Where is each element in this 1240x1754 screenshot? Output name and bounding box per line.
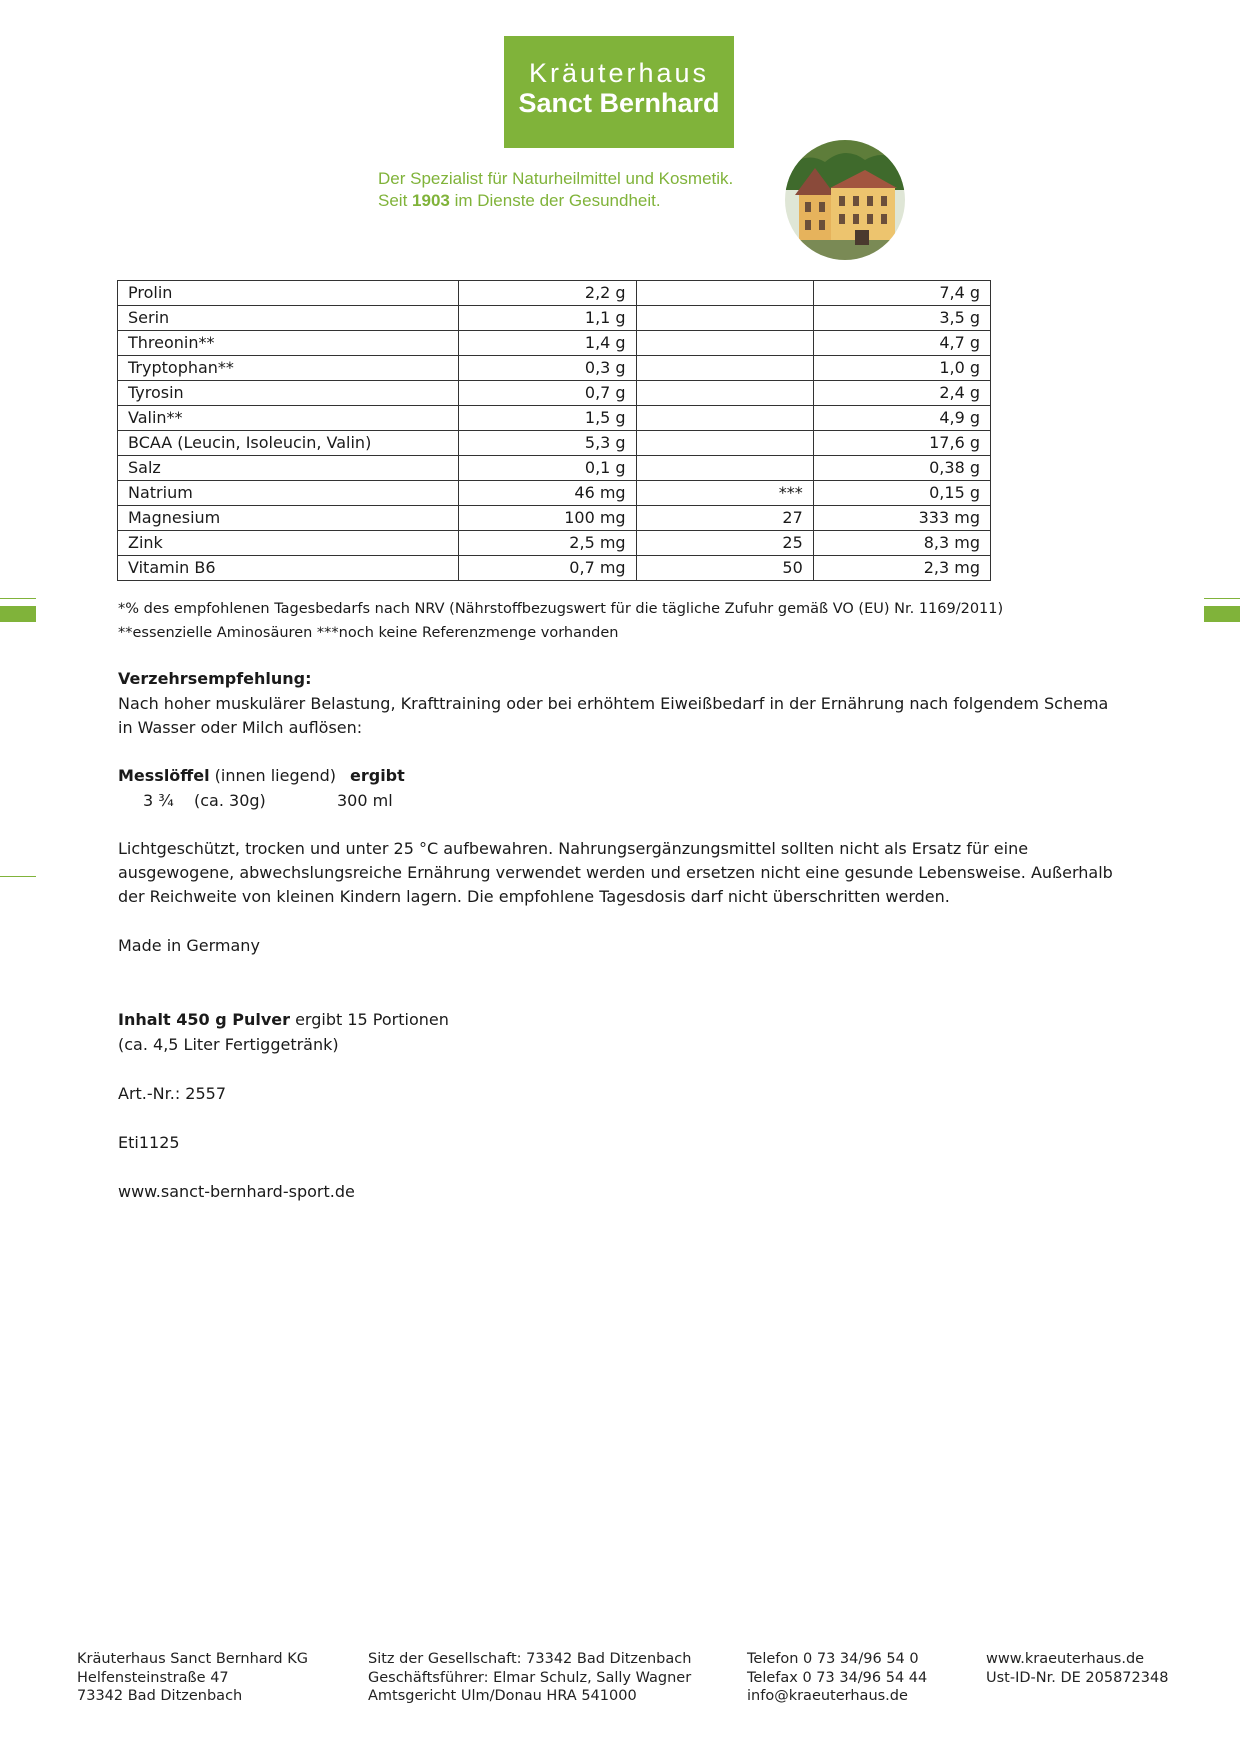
cell-total: 0,15 g: [813, 481, 990, 506]
table-row: [118, 481, 991, 506]
cell-nrv: [636, 431, 813, 456]
footer-contact: [747, 1650, 927, 1706]
dosage-grams: (ca. 30g): [194, 791, 266, 810]
cell-name: Vitamin B6: [118, 556, 459, 581]
table-row: [118, 556, 991, 581]
made-in: Made in Germany: [118, 936, 260, 955]
dosage-header: [118, 764, 336, 788]
cell-nrv: [636, 356, 813, 381]
hole-mark-left: [0, 606, 36, 622]
footer-web: [986, 1650, 1168, 1687]
footer-company-name: Kräuterhaus Sanct Bernhard KG: [77, 1651, 308, 1667]
tagline: [378, 168, 733, 212]
recommendation-heading: Verzehrsempfehlung:: [118, 669, 312, 688]
recommendation-line-1: Nach hoher muskulärer Belastung, Krafttraining oder bei erhöhtem Eiweißbedarf in der Ernährung nach folgendem Schema: [118, 694, 1109, 713]
cell-nrv: 27: [636, 506, 813, 531]
cell-nrv: 50: [636, 556, 813, 581]
cell-nrv: 25: [636, 531, 813, 556]
dosage-col1-rest: (innen liegend): [209, 766, 336, 785]
footer-court: Amtsgericht Ulm/Donau HRA 541000: [368, 1688, 637, 1704]
storage-line-3: der Reichweite von kleinen Kindern lagern. Die empfohlene Tagesdosis darf nicht überschritten werden.: [118, 887, 950, 906]
cell-total: 7,4 g: [813, 281, 990, 306]
cell-portion: 2,2 g: [459, 281, 636, 306]
cell-name: Natrium: [118, 481, 459, 506]
cell-total: 0,38 g: [813, 456, 990, 481]
cell-name: Magnesium: [118, 506, 459, 531]
cell-portion: 46 mg: [459, 481, 636, 506]
cell-total: 4,7 g: [813, 331, 990, 356]
building-photo: [785, 140, 905, 260]
dosage-volume: 300 ml: [337, 791, 393, 810]
cell-total: 2,3 mg: [813, 556, 990, 581]
footer-managers: Geschäftsführer: Elmar Schulz, Sally Wagner: [368, 1669, 692, 1686]
footer-fax: Telefax 0 73 34/96 54 44: [747, 1669, 928, 1686]
storage-line-1: Lichtgeschützt, trocken und unter 25 °C aufbewahren. Nahrungsergänzungsmittel sollten nicht als Ersatz für eine: [118, 839, 1029, 858]
footer-city: 73342 Bad Ditzenbach: [77, 1688, 243, 1704]
cell-name: BCAA (Leucin, Isoleucin, Valin): [118, 431, 459, 456]
table-row: [118, 431, 991, 456]
cell-name: Tyrosin: [118, 381, 459, 406]
cell-total: 17,6 g: [813, 431, 990, 456]
recommendation-line-2: in Wasser oder Milch auflösen:: [118, 718, 363, 737]
cell-name: Threonin**: [118, 331, 459, 356]
website-link[interactable]: www.sanct-bernhard-sport.de: [118, 1182, 355, 1201]
footnote-nrv: *% des empfohlenen Tagesbedarfs nach NRV (Nährstoffbezugswert für die tägliche Zufuhr gemäß VO (EU) Nr. 1169/2011): [118, 601, 1004, 617]
cell-nrv: [636, 331, 813, 356]
tagline-pre: Seit: [378, 191, 413, 210]
table-row: [118, 531, 991, 556]
cell-nrv: ***: [636, 481, 813, 506]
content-line-1: [118, 1008, 449, 1032]
table-row: [118, 381, 991, 406]
table-row: [118, 506, 991, 531]
content-bold: Inhalt 450 g Pulver: [118, 1010, 290, 1029]
article-number: Art.-Nr.: 2557: [118, 1084, 227, 1103]
table-row: [118, 356, 991, 381]
cell-portion: 2,5 mg: [459, 531, 636, 556]
tagline-line-2: [378, 190, 733, 212]
cell-total: 2,4 g: [813, 381, 990, 406]
cell-portion: 0,7 mg: [459, 556, 636, 581]
company-logo: [504, 36, 734, 148]
content-rest: ergibt 15 Portionen: [290, 1010, 449, 1029]
footnote-amino: **essenzielle Aminosäuren ***noch keine Referenzmenge vorhanden: [118, 625, 619, 641]
cell-total: 8,3 mg: [813, 531, 990, 556]
cell-portion: 0,7 g: [459, 381, 636, 406]
cell-name: Salz: [118, 456, 459, 481]
footer-street: Helfensteinstraße 47: [77, 1669, 229, 1686]
dosage-amount: 3 ¾: [143, 791, 174, 810]
cell-portion: 100 mg: [459, 506, 636, 531]
tagline-post: im Dienste der Gesundheit.: [449, 191, 661, 210]
cell-nrv: [636, 456, 813, 481]
hole-mark-right: [1204, 606, 1240, 622]
cell-portion: 0,3 g: [459, 356, 636, 381]
cell-name: Prolin: [118, 281, 459, 306]
table-row: [118, 406, 991, 431]
storage-line-2: ausgewogene, abwechslungsreiche Ernährung verwendet werden und ersetzen nicht eine gesunde Lebensweise. Außerhalb: [118, 863, 1113, 882]
tagline-line-1: Der Spezialist für Naturheilmittel und Kosmetik.: [378, 169, 734, 188]
table-row: [118, 281, 991, 306]
footer-seat: Sitz der Gesellschaft: 73342 Bad Ditzenbach: [368, 1651, 692, 1667]
cell-nrv: [636, 406, 813, 431]
cell-name: Serin: [118, 306, 459, 331]
table-row: [118, 306, 991, 331]
dosage-col1-bold: Messlöffel: [118, 766, 210, 785]
tagline-year: 1903: [412, 191, 450, 210]
fold-line-right-top: [1204, 598, 1240, 599]
cell-name: Zink: [118, 531, 459, 556]
cell-nrv: [636, 306, 813, 331]
footer-website[interactable]: www.kraeuterhaus.de: [986, 1651, 1145, 1667]
cell-name: Valin**: [118, 406, 459, 431]
dosage-col2: ergibt: [350, 766, 405, 785]
footer-company: [77, 1650, 308, 1706]
cell-portion: 1,1 g: [459, 306, 636, 331]
footer-email[interactable]: info@kraeuterhaus.de: [747, 1688, 908, 1704]
footer-vat-id: Ust-ID-Nr. DE 205872348: [986, 1669, 1169, 1686]
cell-portion: 0,1 g: [459, 456, 636, 481]
cell-total: 4,9 g: [813, 406, 990, 431]
fold-line-left-top: [0, 598, 36, 599]
nutrition-table: [117, 280, 991, 581]
footer-phone: Telefon 0 73 34/96 54 0: [747, 1651, 919, 1667]
cell-nrv: [636, 381, 813, 406]
nutrition-table-body: [118, 281, 991, 581]
cell-name: Tryptophan**: [118, 356, 459, 381]
cell-total: 3,5 g: [813, 306, 990, 331]
cell-portion: 1,5 g: [459, 406, 636, 431]
footer-legal: [368, 1650, 691, 1706]
eti-code: Eti1125: [118, 1133, 180, 1152]
table-row: [118, 456, 991, 481]
cell-portion: 5,3 g: [459, 431, 636, 456]
logo-line-2: Sanct Bernhard: [518, 88, 720, 118]
cell-total: 1,0 g: [813, 356, 990, 381]
cell-nrv: [636, 281, 813, 306]
logo-line-1: Kräuterhaus: [528, 58, 710, 88]
table-row: [118, 331, 991, 356]
cell-portion: 1,4 g: [459, 331, 636, 356]
content-line-2: (ca. 4,5 Liter Fertiggetränk): [118, 1035, 339, 1054]
fold-line-left-bottom: [0, 876, 36, 877]
cell-total: 333 mg: [813, 506, 990, 531]
